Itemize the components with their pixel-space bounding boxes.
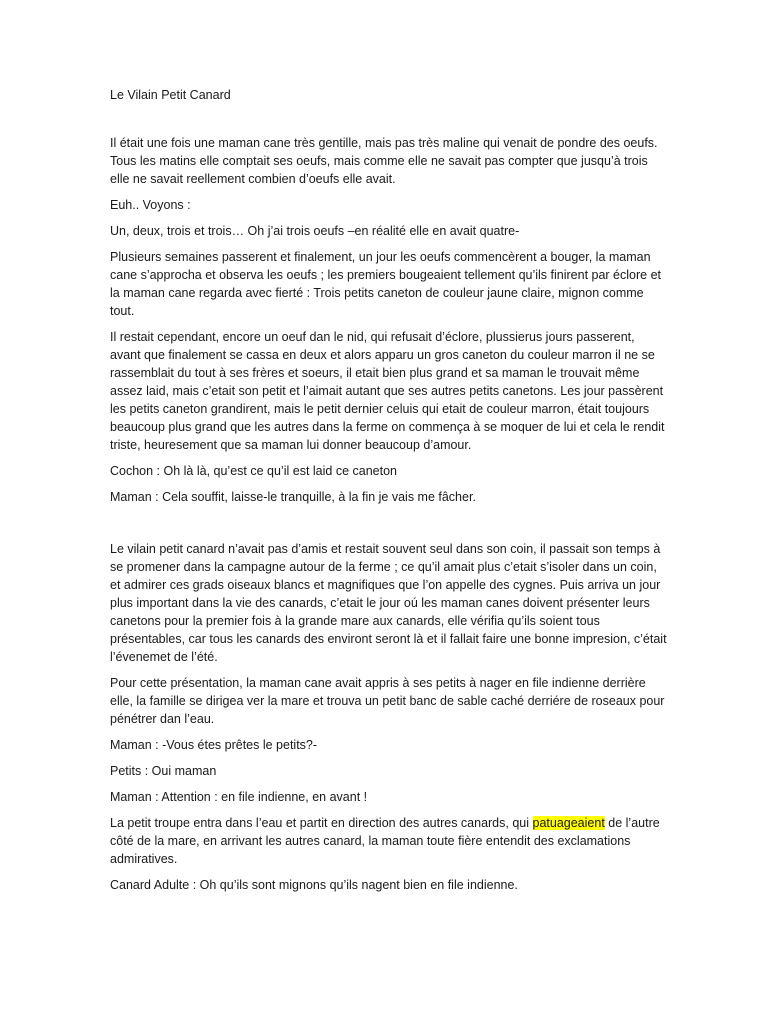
paragraph: Il était une fois une maman cane très gentille, mais pas très maline qui venait de pondre des oeufs. Tous les matins elle comptait ses oeufs, mais comme elle ne savait pas compter que jusqu’à trois elle ne savait reellement combien d’oeufs elle avait.: [110, 136, 658, 186]
dialogue-line: Maman : Cela souffit, laisse-le tranquille, à la fin je vais me fâcher.: [110, 490, 476, 504]
dialogue-line: Maman : -Vous étes prêtes le petits?-: [110, 738, 318, 752]
paragraph: Plusieurs semaines passerent et finalement, un jour les oeufs commencèrent a bouger, la maman cane s’approcha et observa les oeufs ; les premiers bougeaient tellement qu’ils finirent par éclore et la maman cane regarda avec fierté : Trois petits caneton de couleur jaune claire, mignon comme tout.: [110, 250, 662, 318]
dialogue-line: Canard Adulte : Oh qu’ils sont mignons qu’ils nagent bien en file indienne.: [110, 878, 518, 892]
paragraph: Il restait cependant, encore un oeuf dan le nid, qui refusait d’éclore, plussierus jours passerent, avant que finalement se cassa en deux et alors apparu un gros caneton du couleur marron il ne se rassemblait du tout à ses frères et soeurs, il etait bien plus grand et sa maman le trouvait même assez laid, mais c’etait son petit et l’aimait autant que ses autres petits canetons. Les jour passèrent les petits caneton grandirent, mais le petit dernier celuis qui etait de couleur marron, était toujours beaucoup plus grand que les autres dans la ferme on commença à se moquer de lui et cela le rendit triste, heuresement que sa maman lui donner beaucoup d’amour.: [110, 330, 665, 452]
highlighted-word: patuageaient: [532, 816, 605, 830]
dialogue-line: Maman : Attention : en file indienne, en avant !: [110, 790, 368, 804]
paragraph: Euh.. Voyons :: [110, 198, 191, 212]
dialogue-line: Petits : Oui maman: [110, 764, 217, 778]
paragraph: Un, deux, trois et trois… Oh j’ai trois oeufs –en réalité elle en avait quatre-: [110, 224, 520, 238]
paragraph-text: La petit troupe entra dans l’eau et partit en direction des autres canards, qui: [110, 816, 533, 830]
paragraph-text: de l’autre côté de la mare, en arrivant les autres canard, la maman toute fière entendit des exclamations admiratives.: [110, 816, 660, 866]
paragraph: Pour cette présentation, la maman cane avait appris à ses petits à nager en file indienne derrière elle, la famille se dirigea ver la mare et trouva un petit banc de sable caché derriére de roseaux pour pénétrer dan l’eau.: [110, 676, 665, 726]
paragraph: Le vilain petit canard n’avait pas d’amis et restait souvent seul dans son coin, il passait son temps à se promener dans la campagne autour de la ferme ; ce qu’il amait plus c’etait s’isoler dans un coin, et admirer ces grads oiseaux blancs et magnifiques que l’on appelle des cygnes. Puis arriva un jour plus important dans la vie des canards, c’etait le jour oú les maman canes doivent présenter leurs canetons pour la premier fois à la grande mare aux canards, elle vérifia qu’ils soient tous présentables, car tous les canards des environt seront là et il fallait faire une bonne impresion, c’était l’évenemet de l’été.: [110, 542, 667, 664]
dialogue-line: Cochon : Oh là là, qu’est ce qu’il est laid ce caneton: [110, 464, 397, 478]
document-title: Le Vilain Petit Canard: [110, 88, 231, 102]
paragraph: [110, 814, 668, 868]
